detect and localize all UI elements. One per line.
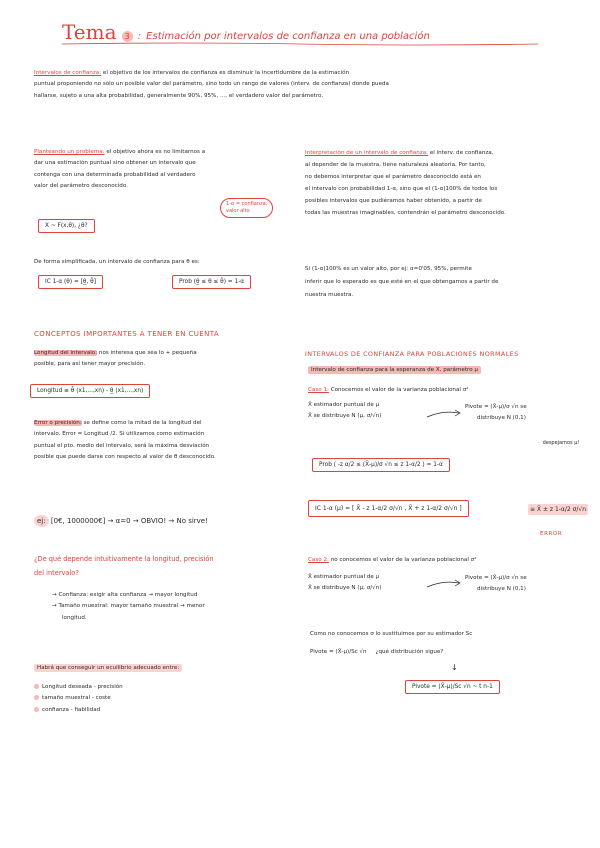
intro-line2: puntual proponiendo no sólo un posible valor del parámetro, sino todo un rango de valores (interv. de confianza) donde pueda [34,81,389,88]
intro-line1: el objetivo de los intervalos de confianza es disminuir la incertidumbre de la estimación [102,70,350,76]
equilibrio-bullet-2: tamaño muestral - coste [42,695,111,702]
depende-question1: ¿De qué depende intuitivamente la longitud, precisión [34,555,214,563]
normales-subheading: Intervalo de confianza para la esperanza de X, parámetro μ [308,366,481,374]
longitud-box: Longitud ≡ θ̄ (x1,...,xn) - θ̲ (x1,...,xn) [30,384,150,398]
depende-list [52,590,296,624]
intro-term: Intervalos de confianza: [34,70,102,76]
longitud-term: Longitud del intervalo: [34,350,98,356]
example-line [34,516,208,527]
normales-heading: INTERVALOS DE CONFIANZA PARA POBLACIONES NORMALES [305,350,519,358]
longitud-paragraph [34,348,296,371]
equilibrio-bullets [34,682,274,716]
interpretacion-line1: el interv. de confianza, [429,150,494,156]
caso1-estimator: X̄ estimador puntual de μ [308,402,380,408]
depende-item2b: longitud. [62,614,87,621]
title-separator: : [137,31,142,42]
interpretacion-term: Interpretación de un intervalo de confianza: [305,150,429,156]
intro-line3: hallarse, sujeto a una alta probabilidad, generalmente 90%, 95%, ..., el verdadero valor del parámetro. [34,92,324,99]
depende-item2: → Tamaño muestral: mayor tamaño muestral → menor [52,603,205,610]
equilibrio-line [34,664,182,673]
page-title [62,20,430,44]
confidence-note-line1: 1-α = confianza, [226,201,268,207]
caso1-pivot-line2: distribuye N (0,1) [477,415,526,422]
ic-short: ≡ X̄ ± z 1-α/2 σ/√n [530,506,587,513]
pivote3: Pivote = (X̄-μ)/Sc √n [310,649,367,655]
depende-question2: del intervalo? [34,568,79,577]
title-text: Estimación por intervalos de confianza en una población [146,31,430,42]
interpretacion-line8: inferir que lo esperado es que esté en el que obtengamos a partir de [305,278,499,285]
interpretacion-line5: posibles intervalos que pudiéramos haber obtenido, a partir de [305,198,482,205]
confidence-note [220,198,273,218]
caso2-estimator: X̄ estimador puntual de μ [308,574,380,580]
caso2-distribution: X̄ se distribuye N (μ, σ/√n) [308,585,382,592]
caso2-pivot-line1: Pivote = (X̄-μ)/σ √n se [465,575,527,581]
pivote3-line [310,648,443,657]
interpretacion-paragraph [305,147,580,219]
interpretacion-line7: Si (1-α)100% es un valor alto, por ej: α=0'05, 95%, permite [305,266,472,272]
planteando-line2: dar una estimación puntual sino obtener un intervalo que [34,160,196,167]
bullet-dot-3 [34,707,39,712]
bullet-dot-1 [34,684,39,689]
conceptos-heading: CONCEPTOS IMPORTANTES A TENER EN CUENTA [34,330,220,338]
caso2-arrow-icon [425,578,463,590]
error-line1: se define como la mitad de la longitud del [83,420,202,426]
error-label: ERROR [540,531,563,537]
error-paragraph [34,418,296,464]
final-pivot-box: Pivote = (X̄-μ)/Sc √n ~ t n-1 [405,680,500,694]
caso2-pivot-line2: distribuye N (0,1) [477,586,526,593]
title-tema: Tema [62,20,117,44]
error-line3: puntual el pto. medio del intervalo, será la máxima desviación [34,442,210,449]
title-underline [60,42,540,46]
equilibrio-bullet-1: Longitud deseada - precisión [42,684,123,690]
error-term: Error o precisión: [34,420,82,426]
ic-definition-box: IC 1-α (θ) = [θ̲, θ̄] [38,275,103,289]
planteando-term: Planteando un problema: [34,149,105,155]
interpretacion-paragraph-2 [305,263,580,302]
confidence-note-line2: valor alto [226,208,250,214]
interpretacion-line3: no debemos interpretar que el parámetro desconocido está en [305,174,481,181]
ic-short-wrap [528,505,588,515]
caso1-prob-box: Prob ( -z α/2 ≤ (X̄-μ)/σ √n ≤ z 1-α/2 ) = 1-α [312,458,450,472]
caso2-line [308,556,476,565]
intro-paragraph [34,68,579,102]
error-line4: posible que puede darse con respecto al valor de θ desconocido. [34,454,216,461]
normales-subheading-wrap [308,366,481,375]
caso2-text: no conocemos el valor de la varianza poblacional σ² [330,557,477,563]
planteando-line4: valor del parámetro desconocido. [34,183,128,190]
interpretacion-line9: nuestra muestra. [305,291,354,298]
caso2-pivot [465,573,580,596]
caso1-pivot-line1: Pivote = (X̄-μ)/σ √n se [465,404,527,410]
interpretacion-line4: el intervalo con probabilidad 1-α, sino que el (1-α)100% de todos los [305,186,498,193]
caso2-label: Caso 2: [308,557,329,563]
interpretacion-line6: todas las muestras imaginables, contendrán el parámetro desconocido. [305,210,506,217]
model-box: X ~ F(x,θ), ¿θ? [38,219,95,233]
despejamos-note: despejamos μ! [542,440,580,446]
down-arrow-icon: ↓ [451,663,458,672]
caso1-arrow-icon [425,408,463,420]
example-label: ej: [34,515,49,527]
longitud-line2: posible, para así tener mayor precisión. [34,361,146,368]
depende-item1: → Confianza: exigir alta confianza → mayor longitud [52,592,198,598]
caso1-pivot [465,402,580,425]
simplificada-line: De forma simplificada, un intervalo de confianza para θ es: [34,259,200,265]
interpretacion-line2: al depender de la muestra, tiene naturaleza aleatoria. Por tanto, [305,162,486,169]
planteando-paragraph [34,147,296,193]
example-text: [0€, 1000000€] → α=0 → OBVIO! → No sirve! [50,517,208,525]
error-line2: intervalo. Error = Longitud /2. Si utilizamos como estimación [34,431,205,438]
ic-mu-box: IC 1-α (μ) = [ X̄ - z 1-α/2 σ/√n , X̄ + z 1-α/2 σ/√n ] [308,500,469,517]
planteando-line3: contenga con una determinada probabilidad al verdadero [34,171,196,178]
que-distribucion: ¿qué distribución sigue? [375,649,444,655]
caso1-text: Conocemos el valor de la varianza poblacional σ² [330,387,469,393]
equilibrio-text: Habrá que conseguir un ecuilibrio adecuado entre: [34,664,182,672]
como-line: Como no conocemos σ lo sustituimos por su estimador Sc [310,631,473,637]
caso1-line [308,386,469,395]
planteando-line1: el objetivo ahora es no limitarnos a [106,149,206,155]
longitud-line1: nos interesa que sea lo + pequeña [98,350,197,356]
bullet-dot-2 [34,695,39,700]
caso1-distribution: X̄ se distribuye N (μ, σ/√n) [308,413,382,420]
equilibrio-bullet-3: confianza - fiabilidad [42,706,101,713]
depende-question [34,553,214,581]
title-number-badge: 3 [122,31,133,42]
prob-definition-box: Prob (θ̲ ≤ θ ≤ θ̄) = 1-α [172,275,251,289]
caso1-label: Caso 1: [308,387,329,393]
